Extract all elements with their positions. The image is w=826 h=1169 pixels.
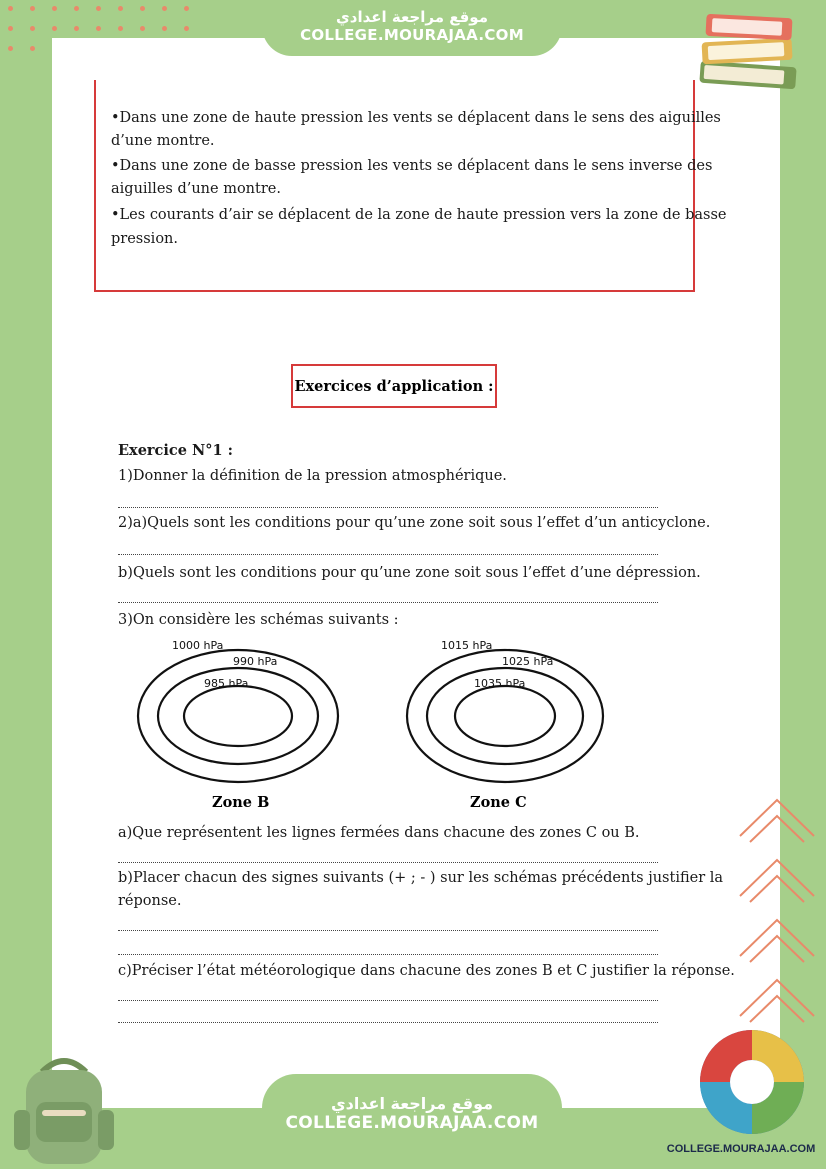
section-title: Exercices d’application :	[291, 364, 497, 408]
header-banner[interactable]	[262, 0, 562, 56]
books-icon	[694, 10, 806, 94]
chevron-up-icon	[734, 792, 820, 1042]
exercise-title: Exercice N°1 :	[118, 442, 233, 459]
question-2b: b)Quels sont les conditions pour qu’une zone soit sous l’effet d’une dépression.	[118, 565, 701, 581]
question-1: 1)Donner la définition de la pression atmosphérique.	[118, 468, 507, 484]
zone-b-isobar-inner	[184, 686, 292, 746]
zone-c-label-1035: 1035 hPa	[474, 677, 526, 690]
isobar-diagram	[130, 630, 620, 820]
answer-line[interactable]	[118, 954, 658, 955]
summary-p3-line1: •Les courants d’air se déplacent de la zone de haute pression vers la zone de basse	[111, 207, 727, 223]
answer-line[interactable]	[118, 602, 658, 603]
zone-c-label: Zone C	[470, 794, 527, 811]
question-3: 3)On considère les schémas suivants :	[118, 612, 399, 628]
question-3a: a)Que représentent les lignes fermées dans chacune des zones C ou B.	[118, 825, 640, 841]
summary-p1-line1: •Dans une zone de haute pression les vents se déplacent dans le sens des aiguilles	[111, 110, 721, 126]
answer-line[interactable]	[118, 1022, 658, 1023]
answer-line[interactable]	[118, 930, 658, 931]
zone-b-diagram	[138, 650, 338, 782]
answer-line[interactable]	[118, 1000, 658, 1001]
footer-site-url[interactable]: COLLEGE.MOURAJAA.COM	[285, 1113, 539, 1133]
question-3b-line2: réponse.	[118, 893, 182, 909]
college-logo-icon[interactable]	[694, 1022, 804, 1136]
answer-line[interactable]	[118, 862, 658, 863]
answer-line[interactable]	[118, 554, 658, 555]
footer-logo-url[interactable]: COLLEGE.MOURAJAA.COM	[666, 1143, 816, 1155]
summary-p1-line2: d’une montre.	[111, 133, 215, 149]
footer-site-arabic: موقع مراجعة اعدادي	[330, 1094, 494, 1113]
zone-c-diagram	[407, 650, 603, 782]
zone-b-isobar-outer	[138, 650, 338, 782]
zone-c-label-1015: 1015 hPa	[441, 639, 493, 652]
footer-banner[interactable]	[262, 1074, 562, 1169]
summary-p2-line2: aiguilles d’une montre.	[111, 181, 281, 197]
zone-b-label-1000: 1000 hPa	[172, 639, 224, 652]
zone-c-isobar-outer	[407, 650, 603, 782]
backpack-icon	[12, 1050, 116, 1166]
header-site-arabic: موقع مراجعة اعدادي	[336, 8, 488, 26]
answer-line[interactable]	[118, 507, 658, 508]
question-3b-line1: b)Placer chacun des signes suivants (+ ; - ) sur les schémas précédents justifier la	[118, 870, 724, 886]
zone-b-label-990: 990 hPa	[233, 655, 278, 668]
zone-b-label: Zone B	[212, 794, 270, 811]
question-3c: c)Préciser l’état météorologique dans chacune des zones B et C justifier la réponse.	[118, 963, 735, 979]
summary-p3-line2: pression.	[111, 231, 178, 247]
header-site-url[interactable]: COLLEGE.MOURAJAA.COM	[300, 26, 524, 44]
question-2a: 2)a)Quels sont les conditions pour qu’une zone soit sous l’effet d’un anticyclone.	[118, 515, 711, 531]
zone-b-label-985: 985 hPa	[204, 677, 249, 690]
zone-c-isobar-inner	[455, 686, 555, 746]
summary-p2-line1: •Dans une zone de basse pression les vents se déplacent dans le sens inverse des	[111, 158, 713, 174]
zone-c-label-1025: 1025 hPa	[502, 655, 554, 668]
